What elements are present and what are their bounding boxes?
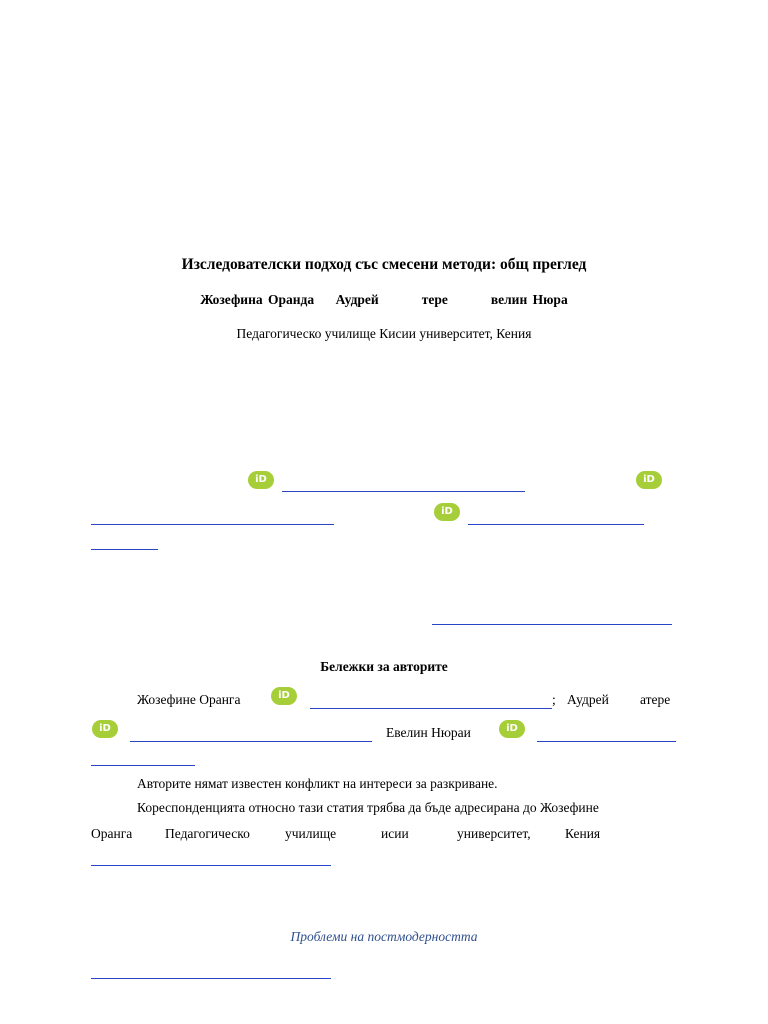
note-orcid-link-1[interactable] bbox=[310, 708, 552, 709]
corr-word-1: Оранга bbox=[91, 826, 133, 841]
note-author-1: Жозефине Оранга bbox=[137, 692, 241, 707]
orcid-link-1[interactable] bbox=[282, 491, 525, 492]
note-author-2b: атере bbox=[640, 692, 671, 707]
author-4: велин Нюра bbox=[490, 292, 568, 307]
email-link[interactable] bbox=[432, 624, 672, 625]
notes-heading: Бележки за авторите bbox=[320, 659, 448, 674]
section-link[interactable]: Проблеми на постмодерността bbox=[290, 929, 478, 944]
note-orcid-link-2[interactable] bbox=[130, 741, 372, 742]
orcid-icon[interactable]: iD bbox=[248, 471, 274, 489]
orcid-icon[interactable]: iD bbox=[271, 687, 297, 705]
corr-word-4: исии bbox=[381, 826, 409, 841]
correspondence-statement: Кореспонденцията относно тази статия трябва да бъде адресирана до Жозефине bbox=[137, 800, 599, 815]
corr-word-5: университет, bbox=[457, 826, 531, 841]
corr-word-3: училище bbox=[285, 826, 337, 841]
orcid-icon[interactable]: iD bbox=[499, 720, 525, 738]
orcid-icon[interactable]: iD bbox=[636, 471, 662, 489]
note-orcid-link-3-cont[interactable] bbox=[91, 765, 195, 766]
affiliation: Педагогическо училище Кисии университет, Кения bbox=[236, 326, 532, 341]
corr-word-2: Педагогическо bbox=[165, 826, 250, 841]
page-title: Изследователски подход със смесени методи: общ преглед bbox=[181, 256, 587, 273]
orcid-icon[interactable]: iD bbox=[434, 503, 460, 521]
footer-link[interactable] bbox=[91, 978, 331, 979]
orcid-link-3-cont[interactable] bbox=[91, 549, 158, 550]
author-2: Аудрей bbox=[335, 292, 379, 307]
note-orcid-link-3[interactable] bbox=[537, 741, 676, 742]
separator: ; bbox=[552, 692, 556, 707]
orcid-link-2[interactable] bbox=[91, 524, 334, 525]
conflict-statement: Авторите нямат известен конфликт на интереси за разкриване. bbox=[137, 776, 498, 791]
correspondence-email-link[interactable] bbox=[91, 865, 331, 866]
note-author-3: Евелин Нюраи bbox=[386, 725, 471, 740]
orcid-icon[interactable]: iD bbox=[92, 720, 118, 738]
orcid-link-3[interactable] bbox=[468, 524, 644, 525]
author-3: тере bbox=[421, 292, 448, 307]
corr-word-6: Кения bbox=[565, 826, 601, 841]
note-author-2a: Аудрей bbox=[567, 692, 609, 707]
author-list bbox=[0, 292, 768, 308]
author-1: Жозефина Оранда bbox=[200, 292, 315, 307]
